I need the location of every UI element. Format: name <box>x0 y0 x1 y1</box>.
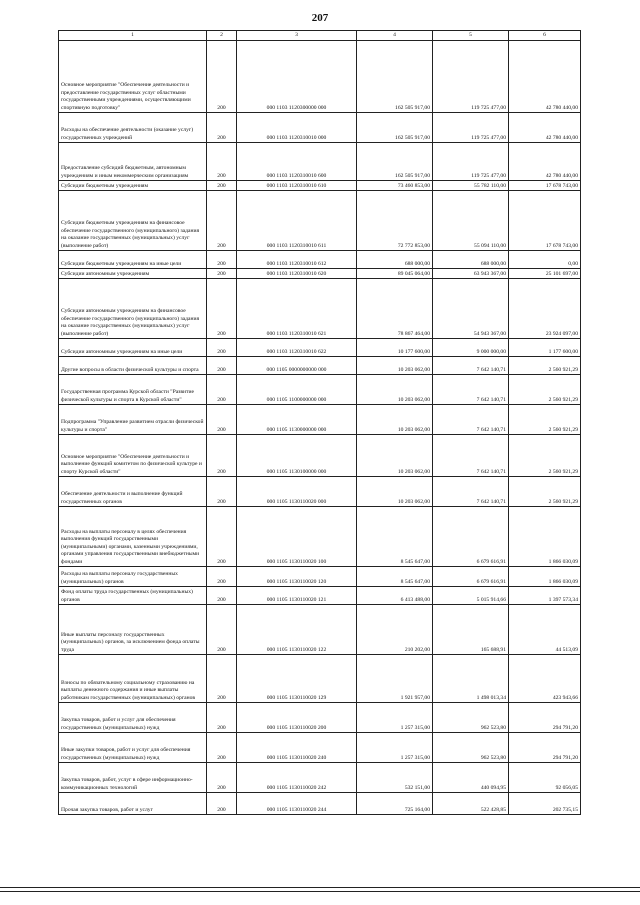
column-header-5: 5 <box>433 31 509 41</box>
row-amount-col4-cell: 210 202,00 <box>357 605 433 655</box>
row-code-cell: 200 <box>207 191 237 251</box>
table-row <box>59 733 581 763</box>
table-row <box>59 181 581 191</box>
row-amount-col5-cell: 54 943 367,00 <box>433 279 509 339</box>
row-amount-col4-cell: 78 867 464,00 <box>357 279 433 339</box>
row-amount-col5-cell: 63 943 367,00 <box>433 269 509 279</box>
row-amount-col5-cell: 440 094,95 <box>433 763 509 793</box>
row-name-cell: Расходы на выплаты персоналу в целях обеспечения выполнения функций государственными (муниципальными) органами, казенными учреждениями, органами управления государственными внебюджетными фондами <box>59 507 207 567</box>
row-code-cell: 200 <box>207 587 237 605</box>
row-name-cell: Подпрограмма "Управление развитием отрасли физической культуры и спорта" <box>59 405 207 435</box>
row-code-cell: 200 <box>207 605 237 655</box>
row-amount-col6-cell: 1 397 573,34 <box>509 587 581 605</box>
table-header-row <box>59 31 581 41</box>
row-code-cell: 200 <box>207 143 237 181</box>
row-amount-col6-cell: 17 678 743,00 <box>509 181 581 191</box>
row-amount-col6-cell: 202 735,15 <box>509 793 581 815</box>
row-classification-cell: 000 1103 1120310010 621 <box>237 279 357 339</box>
column-header-6: 6 <box>509 31 581 41</box>
row-amount-col5-cell: 55 094 110,00 <box>433 191 509 251</box>
row-amount-col5-cell: 6 679 616,91 <box>433 567 509 587</box>
row-name-cell: Иные закупки товаров, работ и услуг для обеспечения государственных (муниципальных) нужд <box>59 733 207 763</box>
row-name-cell: Субсидии автономным учреждениям на финансовое обеспечение государственного (муниципального) задания на оказание государственных (муниципальных) услуг (выполнение работ) <box>59 279 207 339</box>
row-classification-cell: 000 1105 1130110020 000 <box>237 477 357 507</box>
row-code-cell: 200 <box>207 339 237 357</box>
table-row <box>59 41 581 113</box>
table-row <box>59 251 581 269</box>
row-name-cell: Обеспечение деятельности и выполнение функций государственных органов <box>59 477 207 507</box>
row-name-cell: Закупка товаров, работ, услуг в сфере информационно-коммуникационных технологий <box>59 763 207 793</box>
row-classification-cell: 000 1103 1120310010 611 <box>237 191 357 251</box>
table-row <box>59 143 581 181</box>
row-amount-col6-cell: 2 560 921,29 <box>509 435 581 477</box>
row-name-cell: Субсидии автономным учреждениям на иные цели <box>59 339 207 357</box>
row-amount-col4-cell: 1 921 957,00 <box>357 655 433 703</box>
table-row <box>59 507 581 567</box>
column-header-4: 4 <box>357 31 433 41</box>
row-name-cell: Субсидии бюджетным учреждениям <box>59 181 207 191</box>
bottom-divider <box>0 887 640 888</box>
table-row <box>59 703 581 733</box>
row-code-cell: 200 <box>207 181 237 191</box>
row-amount-col4-cell: 162 505 917,00 <box>357 41 433 113</box>
row-classification-cell: 000 1105 1130110020 244 <box>237 793 357 815</box>
row-amount-col5-cell: 6 679 616,91 <box>433 507 509 567</box>
row-classification-cell: 000 1105 1130110020 121 <box>237 587 357 605</box>
row-amount-col5-cell: 5 015 914,66 <box>433 587 509 605</box>
row-amount-col6-cell: 2 560 921,29 <box>509 405 581 435</box>
row-code-cell: 200 <box>207 793 237 815</box>
row-amount-col4-cell: 725 164,00 <box>357 793 433 815</box>
row-code-cell: 200 <box>207 733 237 763</box>
row-classification-cell: 000 1103 1120300000 000 <box>237 41 357 113</box>
row-amount-col4-cell: 89 045 064,00 <box>357 269 433 279</box>
row-amount-col4-cell: 10 203 062,00 <box>357 477 433 507</box>
row-name-cell: Субсидии автономным учреждениям <box>59 269 207 279</box>
row-amount-col4-cell: 532 151,00 <box>357 763 433 793</box>
table-row <box>59 477 581 507</box>
row-classification-cell: 000 1105 1130110020 129 <box>237 655 357 703</box>
row-amount-col4-cell: 8 545 647,00 <box>357 507 433 567</box>
row-amount-col6-cell: 25 101 697,00 <box>509 269 581 279</box>
row-amount-col6-cell: 17 678 743,00 <box>509 191 581 251</box>
row-amount-col6-cell: 42 780 440,00 <box>509 143 581 181</box>
table-row <box>59 655 581 703</box>
table-row <box>59 405 581 435</box>
row-amount-col5-cell: 7 642 140,71 <box>433 435 509 477</box>
row-amount-col6-cell: 294 791,20 <box>509 703 581 733</box>
row-classification-cell: 000 1103 1120310010 600 <box>237 143 357 181</box>
table-row <box>59 357 581 375</box>
row-code-cell: 200 <box>207 113 237 143</box>
row-name-cell: Закупка товаров, работ и услуг для обеспечения государственных (муниципальных) нужд <box>59 703 207 733</box>
table-row <box>59 375 581 405</box>
row-amount-col5-cell: 962 523,80 <box>433 733 509 763</box>
row-code-cell: 200 <box>207 251 237 269</box>
row-code-cell: 200 <box>207 655 237 703</box>
row-amount-col6-cell: 2 560 921,29 <box>509 357 581 375</box>
row-classification-cell: 000 1105 1130110020 120 <box>237 567 357 587</box>
row-amount-col6-cell: 42 780 440,00 <box>509 41 581 113</box>
row-classification-cell: 000 1103 1120310010 610 <box>237 181 357 191</box>
budget-table <box>58 30 581 815</box>
row-amount-col4-cell: 10 203 062,00 <box>357 375 433 405</box>
row-classification-cell: 000 1105 1130110020 242 <box>237 763 357 793</box>
row-name-cell: Другие вопросы в области физической культуры и спорта <box>59 357 207 375</box>
row-code-cell: 200 <box>207 567 237 587</box>
row-classification-cell: 000 1105 1130100000 000 <box>237 435 357 477</box>
row-amount-col5-cell: 7 642 140,71 <box>433 477 509 507</box>
row-name-cell: Взносы по обязательному социальному страхованию на выплаты денежного содержания и иные выплаты работникам государственных (муниципальных) органов <box>59 655 207 703</box>
table-row <box>59 191 581 251</box>
column-header-2: 2 <box>207 31 237 41</box>
row-code-cell: 200 <box>207 405 237 435</box>
row-amount-col4-cell: 6 413 488,00 <box>357 587 433 605</box>
row-name-cell: Основное мероприятие "Обеспечение деятельности и выполнение функций комитетом по физической культуре и спорту Курской области" <box>59 435 207 477</box>
row-classification-cell: 000 1105 0000000000 000 <box>237 357 357 375</box>
row-code-cell: 200 <box>207 507 237 567</box>
row-amount-col6-cell: 42 780 440,00 <box>509 113 581 143</box>
row-amount-col5-cell: 522 428,85 <box>433 793 509 815</box>
row-amount-col4-cell: 72 772 853,00 <box>357 191 433 251</box>
column-header-1: 1 <box>59 31 207 41</box>
row-classification-cell: 000 1103 1120310010 612 <box>237 251 357 269</box>
row-amount-col4-cell: 10 203 062,00 <box>357 405 433 435</box>
row-amount-col6-cell: 423 943,66 <box>509 655 581 703</box>
bottom-divider-second <box>0 891 640 892</box>
row-amount-col5-cell: 7 642 140,71 <box>433 375 509 405</box>
row-amount-col6-cell: 44 513,09 <box>509 605 581 655</box>
row-amount-col5-cell: 962 523,80 <box>433 703 509 733</box>
row-amount-col4-cell: 8 545 647,00 <box>357 567 433 587</box>
row-name-cell: Прочая закупка товаров, работ и услуг <box>59 793 207 815</box>
row-classification-cell: 000 1103 1120310010 620 <box>237 269 357 279</box>
row-amount-col4-cell: 10 203 062,00 <box>357 357 433 375</box>
row-amount-col4-cell: 688 000,00 <box>357 251 433 269</box>
row-code-cell: 200 <box>207 703 237 733</box>
table-body <box>59 41 581 815</box>
row-classification-cell: 000 1105 1130000000 000 <box>237 405 357 435</box>
row-amount-col6-cell: 1 866 030,09 <box>509 507 581 567</box>
row-name-cell: Государственная программа Курской области "Развитие физической культуры и спорта в Курской области" <box>59 375 207 405</box>
row-amount-col6-cell: 294 791,20 <box>509 733 581 763</box>
table-row <box>59 269 581 279</box>
row-code-cell: 200 <box>207 269 237 279</box>
row-amount-col6-cell: 23 924 097,00 <box>509 279 581 339</box>
row-amount-col5-cell: 7 642 140,71 <box>433 357 509 375</box>
row-amount-col5-cell: 119 725 477,00 <box>433 143 509 181</box>
table-row <box>59 587 581 605</box>
row-amount-col5-cell: 55 782 110,00 <box>433 181 509 191</box>
row-amount-col5-cell: 165 688,91 <box>433 605 509 655</box>
row-classification-cell: 000 1105 1130110020 200 <box>237 703 357 733</box>
row-name-cell: Фонд оплаты труда государственных (муниципальных) органов <box>59 587 207 605</box>
row-classification-cell: 000 1103 1120310010 622 <box>237 339 357 357</box>
row-name-cell: Субсидии бюджетным учреждениям на иные цели <box>59 251 207 269</box>
row-amount-col6-cell: 2 560 921,29 <box>509 375 581 405</box>
row-amount-col5-cell: 9 000 000,00 <box>433 339 509 357</box>
row-code-cell: 200 <box>207 763 237 793</box>
row-classification-cell: 000 1103 1120310010 000 <box>237 113 357 143</box>
table-row <box>59 435 581 477</box>
row-code-cell: 200 <box>207 375 237 405</box>
row-classification-cell: 000 1105 1130110020 100 <box>237 507 357 567</box>
row-amount-col5-cell: 1 498 013,34 <box>433 655 509 703</box>
table-row <box>59 113 581 143</box>
row-code-cell: 200 <box>207 41 237 113</box>
page-number: 207 <box>311 12 329 24</box>
row-amount-col6-cell: 92 056,05 <box>509 763 581 793</box>
row-amount-col4-cell: 1 257 315,00 <box>357 703 433 733</box>
column-header-3: 3 <box>237 31 357 41</box>
row-amount-col5-cell: 7 642 140,71 <box>433 405 509 435</box>
row-name-cell: Расходы на обеспечение деятельности (оказание услуг) государственных учреждений <box>59 113 207 143</box>
table-row <box>59 279 581 339</box>
table-row <box>59 567 581 587</box>
row-code-cell: 200 <box>207 435 237 477</box>
row-amount-col6-cell: 1 866 030,09 <box>509 567 581 587</box>
row-amount-col4-cell: 1 257 315,00 <box>357 733 433 763</box>
row-name-cell: Субсидии бюджетным учреждениям на финансовое обеспечение государственного (муниципального) задания на оказание государственных (муниципальных) услуг (выполнение работ) <box>59 191 207 251</box>
row-amount-col6-cell: 1 177 600,00 <box>509 339 581 357</box>
row-name-cell: Предоставление субсидий бюджетным, автономным учреждениям и иным некоммерческим организациям <box>59 143 207 181</box>
row-amount-col4-cell: 10 203 062,00 <box>357 435 433 477</box>
table-row <box>59 339 581 357</box>
row-amount-col4-cell: 10 177 600,00 <box>357 339 433 357</box>
row-name-cell: Основное мероприятие "Обеспечение деятельности и предоставление государственных услуг областными государственными учреждениями, осуществляющими спортивную подготовку" <box>59 41 207 113</box>
row-amount-col4-cell: 73 460 853,00 <box>357 181 433 191</box>
table-row <box>59 763 581 793</box>
row-classification-cell: 000 1105 1100000000 000 <box>237 375 357 405</box>
row-name-cell: Иные выплаты персоналу государственных (муниципальных) органов, за исключением фонда оплаты труда <box>59 605 207 655</box>
row-classification-cell: 000 1105 1130110020 122 <box>237 605 357 655</box>
row-amount-col5-cell: 119 725 477,00 <box>433 41 509 113</box>
table-row <box>59 605 581 655</box>
row-code-cell: 200 <box>207 357 237 375</box>
row-code-cell: 200 <box>207 477 237 507</box>
row-amount-col4-cell: 162 505 917,00 <box>357 113 433 143</box>
row-amount-col6-cell: 0,00 <box>509 251 581 269</box>
row-amount-col5-cell: 688 000,00 <box>433 251 509 269</box>
row-name-cell: Расходы на выплаты персоналу государственных (муниципальных) органов <box>59 567 207 587</box>
row-amount-col4-cell: 162 505 917,00 <box>357 143 433 181</box>
row-amount-col6-cell: 2 560 921,29 <box>509 477 581 507</box>
table-row <box>59 793 581 815</box>
row-code-cell: 200 <box>207 279 237 339</box>
row-classification-cell: 000 1105 1130110020 240 <box>237 733 357 763</box>
row-amount-col5-cell: 119 725 477,00 <box>433 113 509 143</box>
